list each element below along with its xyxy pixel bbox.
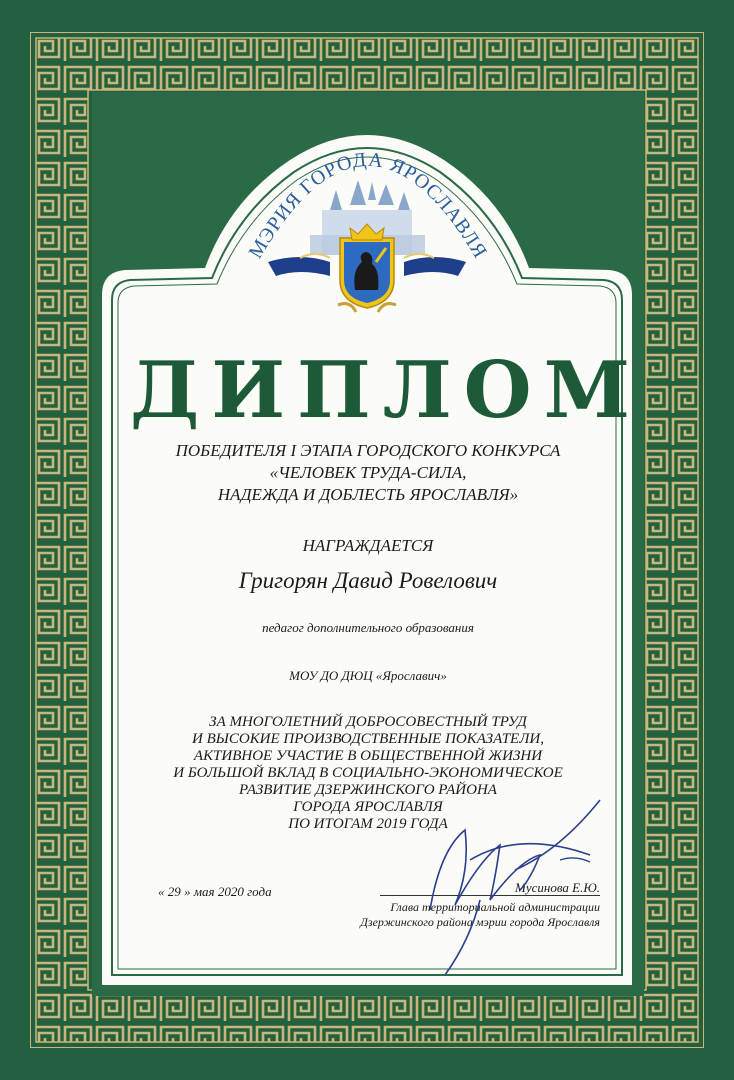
- reason-line: ЗА МНОГОЛЕТНИЙ ДОБРОСОВЕСТНЫЙ ТРУД: [209, 714, 527, 730]
- subtitle-line: ПОБЕДИТЕЛЯ I ЭТАПА ГОРОДСКОГО КОНКУРСА: [175, 441, 561, 460]
- reason-line: И ВЫСОКИЕ ПРОИЗВОДСТВЕННЫЕ ПОКАЗАТЕЛИ,: [192, 731, 544, 747]
- recipient-position: педагог дополнительного образования: [262, 620, 474, 635]
- reason-line: ГОРОДА ЯРОСЛАВЛЯ: [293, 799, 443, 815]
- subtitle-line: «ЧЕЛОВЕК ТРУДА-СИЛА,: [269, 463, 467, 482]
- signer-name: Мусинова Е.Ю.: [515, 880, 600, 895]
- organization: МОУ ДО ДЮЦ «Ярославич»: [289, 668, 447, 683]
- recipient-name: Григорян Давид Ровелович: [238, 568, 498, 593]
- reason-line: И БОЛЬШОЙ ВКЛАД В СОЦИАЛЬНО-ЭКОНОМИЧЕСКОЕ: [173, 765, 563, 781]
- arc-title: МЭРИЯ ГОРОДА ЯРОСЛАВЛЯ: [244, 148, 492, 263]
- reason-line: РАЗВИТИЕ ДЗЕРЖИНСКОГО РАЙОНА: [239, 782, 497, 798]
- signer-role-line: Дзержинского района мэрии города Ярославля: [360, 915, 600, 929]
- signer-role-line: Глава территориальной администрации: [390, 900, 600, 914]
- subtitle-line: НАДЕЖДА И ДОБЛЕСТЬ ЯРОСЛАВЛЯ»: [217, 485, 519, 504]
- award-date: « 29 » мая 2020 года: [158, 884, 272, 899]
- reason-line: АКТИВНОЕ УЧАСТИЕ В ОБЩЕСТВЕННОЙ ЖИЗНИ: [193, 748, 543, 764]
- diploma-title: ДИПЛОМ: [130, 345, 642, 436]
- awarded-label: НАГРАЖДАЕТСЯ: [302, 536, 434, 555]
- reason-line: ПО ИТОГАМ 2019 ГОДА: [288, 816, 448, 832]
